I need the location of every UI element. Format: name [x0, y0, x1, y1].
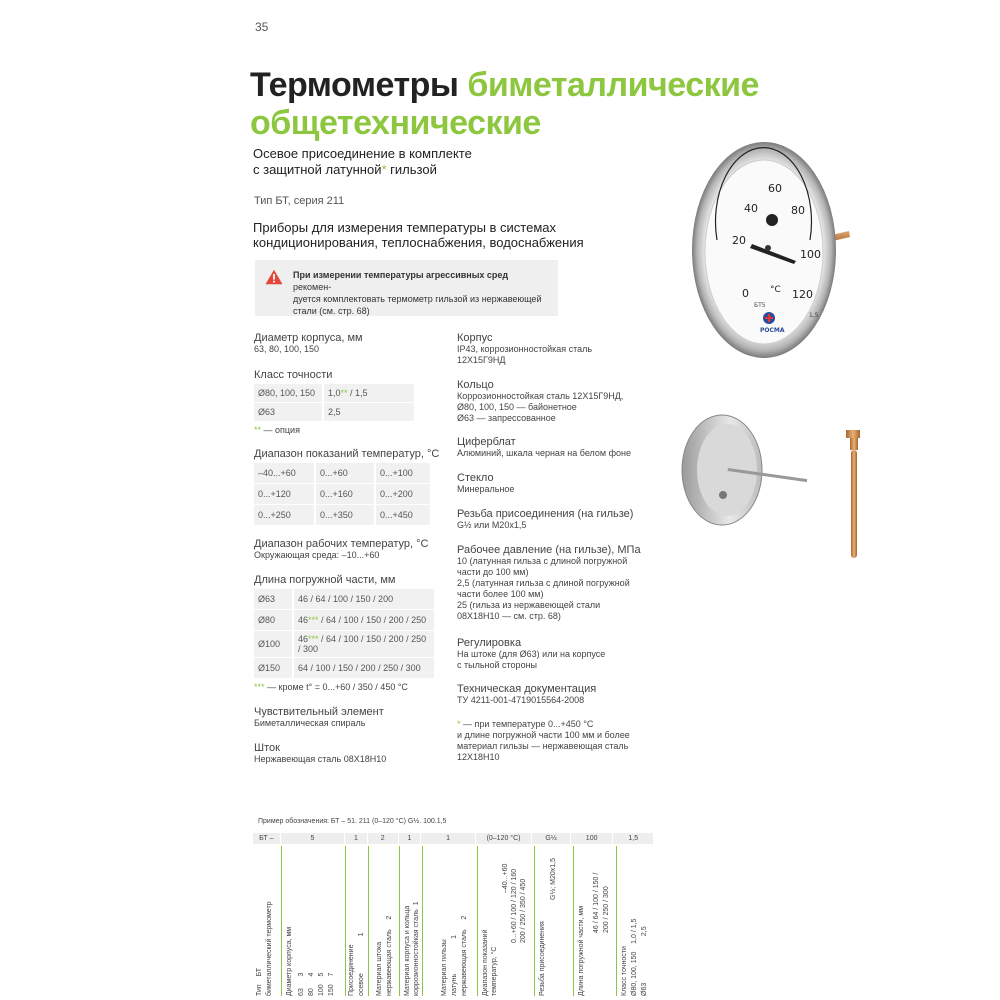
purpose-line1: Приборы для измерения температуры в системах	[253, 220, 557, 235]
spec-block	[457, 544, 657, 637]
type-line: Тип БТ, серия 211	[254, 195, 345, 207]
table-cell: 0...+160	[316, 484, 374, 504]
designation-label: G½; M20х1,5	[550, 857, 557, 900]
designation-label: 63 3	[298, 972, 305, 996]
accuracy-spec	[254, 369, 416, 436]
table-cell: 0...+60	[316, 463, 374, 483]
designation-example	[253, 808, 653, 998]
designation-label: биметаллический термометр	[266, 901, 273, 996]
accuracy-label: Класс точности	[254, 369, 333, 381]
spec-block	[457, 436, 657, 472]
designation-label: 200 / 250 / 300	[603, 886, 610, 933]
stem-value: Нержавеющая сталь 08Х18Н10	[254, 754, 387, 764]
designation-head: Пример обозначения: БТ – 51. 211 (0–120 °С) G½. 100.1,5	[258, 818, 447, 825]
title-part1: Термометры	[250, 66, 468, 104]
diameter-spec	[254, 332, 444, 355]
spec-block	[457, 379, 657, 436]
spec-line: Коррозионностойкая сталь 12Х15Г9НД,	[457, 391, 624, 401]
stem-label: Шток	[254, 742, 280, 754]
table-row	[254, 463, 430, 483]
sensor-label: Чувствительный элемент	[254, 706, 384, 718]
spec-line: 25 (гильза из нержавеющей стали	[457, 600, 601, 610]
table-row	[254, 658, 434, 678]
table-cell: Ø63	[254, 589, 292, 609]
designation-label: коррозионностойкая сталь 1	[413, 901, 420, 996]
code-cell: 2	[368, 833, 398, 844]
spec-label: Техническая документация	[457, 683, 597, 695]
spec-label: Регулировка	[457, 637, 522, 649]
table-cell: 46*** / 64 / 100 / 150 / 200 / 250	[294, 610, 434, 630]
table-cell: Ø80, 100, 150	[254, 384, 322, 402]
code-cell: 1	[345, 833, 367, 844]
warning-bold: При измерении температуры агрессивных сред	[293, 270, 509, 280]
table-cell: 46 / 64 / 100 / 150 / 200	[294, 589, 434, 609]
subtitle-mark: *	[381, 162, 387, 177]
spec-line: IP43, коррозионностойкая сталь	[457, 344, 593, 354]
spec-line: части более 100 мм)	[457, 589, 544, 599]
table-cell: 1,0** / 1,5	[324, 384, 414, 402]
table-row	[254, 631, 434, 657]
table-cell: 0...+200	[376, 484, 430, 504]
code-cell: БТ –	[253, 833, 280, 844]
brand-label: РОСМА	[760, 327, 785, 334]
code-cell: G½	[532, 833, 570, 844]
table-cell: 64 / 100 / 150 / 200 / 250 / 300	[294, 658, 434, 678]
subtitle	[253, 146, 553, 178]
length-table	[252, 588, 436, 679]
designation-label: 200 / 250 / 350 / 450	[520, 878, 527, 943]
spec-line: Ø80, 100, 150 — байонетное	[457, 402, 577, 412]
spec-line: 12Х15Г9НД	[457, 355, 506, 365]
table-cell: 2,5	[324, 403, 414, 421]
table-cell: Ø150	[254, 658, 292, 678]
designation-label: Класс точности	[621, 946, 628, 996]
thermometer-side-photo	[680, 410, 880, 570]
table-cell: 0...+100	[376, 463, 430, 483]
spec-line: 08Х18Н10 — см. стр. 68)	[457, 611, 561, 621]
subtitle-line2b: гильзой	[386, 162, 437, 177]
class-label: 1,5	[809, 312, 819, 319]
spec-line: ТУ 4211-001-4719015564-2008	[457, 695, 585, 705]
spec-label: Кольцо	[457, 379, 494, 391]
designation-label: нержавеющая сталь 2	[461, 915, 468, 996]
diameter-value: 63, 80, 100, 150	[254, 344, 320, 354]
designation-label: латунь 1	[451, 934, 458, 996]
table-cell: 0...+350	[316, 505, 374, 525]
table-row	[254, 384, 414, 402]
spec-line: На штоке (для Ø63) или на корпусе	[457, 649, 606, 659]
scale-label: 0	[742, 287, 749, 300]
working-label: Диапазон рабочих температур, °С	[254, 538, 429, 550]
title-line2: общетехнические	[250, 104, 541, 142]
spec-label: Циферблат	[457, 436, 516, 448]
unit-label: °С	[770, 285, 781, 295]
designation-label: 46 / 64 / 100 / 150 /	[593, 872, 600, 933]
accuracy-note: ** — опция	[254, 425, 300, 435]
warning-text1: рекомен-	[293, 282, 332, 292]
designation-label: Материал корпуса и кольца	[404, 905, 411, 996]
table-row	[254, 403, 414, 421]
spec-block	[457, 332, 657, 379]
purpose-line2: кондиционирования, теплоснабжения, водоснабжения	[253, 235, 584, 250]
scale-label: 60	[768, 182, 782, 195]
diameter-label: Диаметр корпуса, мм	[254, 332, 363, 344]
range-spec	[254, 448, 439, 526]
accuracy-table	[252, 383, 416, 422]
designation-label: Материал гильзы	[441, 939, 448, 996]
footnote: * — при температуре 0...+450 °С и длине погружной части 100 мм и более материал гильзы — нержавеющая сталь 12Х18Н10	[457, 719, 630, 762]
designation-label: осевое 1	[358, 932, 365, 996]
page-number: 35	[255, 20, 269, 34]
scale-label: 40	[744, 202, 758, 215]
warning-icon	[265, 269, 283, 285]
spec-line: Минеральное	[457, 484, 515, 494]
spec-block	[457, 637, 657, 683]
model-label: БТ5	[754, 302, 766, 309]
table-cell: 0...+250	[254, 505, 314, 525]
table-cell: 0...+120	[254, 484, 314, 504]
thermometer-front-photo	[692, 140, 852, 365]
spec-label: Корпус	[457, 332, 493, 344]
designation-label: Диапазон показаний	[482, 929, 489, 996]
table-cell: Ø80	[254, 610, 292, 630]
right-specs	[457, 332, 657, 763]
spec-label: Стекло	[457, 472, 494, 484]
spec-line: 10 (латунная гильза с длиной погружной	[457, 556, 628, 566]
spec-block	[457, 683, 657, 719]
table-row	[254, 484, 430, 504]
designation-label: нержавеющая сталь 2	[386, 915, 393, 996]
working-value: Окружающая среда: –10...+60	[254, 550, 380, 560]
spec-line: Алюминий, шкала черная на белом фоне	[457, 448, 631, 458]
spec-block	[457, 508, 657, 544]
designation-label: Диаметр корпуса, мм	[286, 926, 293, 996]
scale-label: 100	[800, 248, 821, 261]
code-row	[253, 833, 653, 844]
spec-line: 2,5 (латунная гильза с длиной погружной	[457, 578, 630, 588]
designation-label: Присоединение	[348, 944, 355, 996]
spec-line: G½ или M20х1,5	[457, 520, 527, 530]
designation-label: 80 4	[308, 972, 315, 996]
table-cell: –40...+60	[254, 463, 314, 483]
length-label: Длина погружной части, мм	[254, 574, 396, 586]
range-label: Диапазон показаний температур, °С	[254, 448, 440, 460]
code-cell: 5	[281, 833, 344, 844]
scale-label: 120	[792, 288, 813, 301]
title-part2: биметаллические	[467, 66, 759, 104]
sensor-spec	[254, 706, 384, 729]
sensor-value: Биметаллическая спираль	[254, 718, 366, 728]
table-cell: 46*** / 64 / 100 / 150 / 200 / 250 / 300	[294, 631, 434, 657]
designation-label: Материал штока	[376, 941, 383, 996]
subtitle-line2a: с защитной латунной	[253, 162, 382, 177]
spec-line: Ø63 — запрессованное	[457, 413, 556, 423]
designation-label: Резьба присоединения	[539, 921, 546, 996]
scale-label: 20	[732, 234, 746, 247]
length-spec	[254, 574, 436, 693]
warning-box	[255, 260, 558, 316]
table-cell: 0...+450	[376, 505, 430, 525]
subtitle-line1: Осевое присоединение в комплекте	[253, 146, 472, 161]
table-row	[254, 610, 434, 630]
table-cell: Ø100	[254, 631, 292, 657]
range-table	[252, 462, 432, 526]
code-cell: 1	[399, 833, 421, 844]
designation-label: 100 5	[318, 972, 325, 996]
warning-line3: стали (см. стр. 68)	[293, 306, 370, 316]
spec-line: с тыльной стороны	[457, 660, 538, 670]
table-row	[254, 505, 430, 525]
designation-label: 0...+60 / 100 / 120 / 160	[511, 868, 518, 943]
spec-line: части до 100 мм)	[457, 567, 529, 577]
designation-label: –40...+60	[502, 863, 509, 893]
spec-label: Рабочее давление (на гильзе), МПа	[457, 544, 641, 556]
designation-label: Ø80, 100, 150 1,0 / 1,5	[631, 918, 638, 996]
table-row	[254, 589, 434, 609]
designation-label: Ø63 2,5	[641, 926, 648, 996]
spec-label: Резьба присоединения (на гильзе)	[457, 508, 634, 520]
code-cell: (0–120 °С)	[476, 833, 531, 844]
scale-label: 80	[791, 204, 805, 217]
table-cell: Ø63	[254, 403, 322, 421]
designation-label: температур, °С	[491, 946, 498, 996]
warning-line2: дуется комплектовать термометр гильзой из нержавеющей	[293, 294, 542, 304]
code-cell: 100	[571, 833, 613, 844]
designation-label: Тип БТ	[256, 967, 263, 996]
working-temp-spec	[254, 538, 428, 561]
code-cell: 1	[421, 833, 474, 844]
stem-spec	[254, 742, 386, 765]
spec-block	[457, 472, 657, 508]
page-title	[250, 66, 759, 142]
length-note: *** — кроме t° = 0...+60 / 350 / 450 °С	[254, 682, 408, 692]
code-cell: 1,5	[613, 833, 653, 844]
purpose-text	[253, 220, 633, 250]
designation-label: 150 7	[328, 972, 335, 996]
designation-label: Длина погружной части, мм	[578, 905, 585, 996]
